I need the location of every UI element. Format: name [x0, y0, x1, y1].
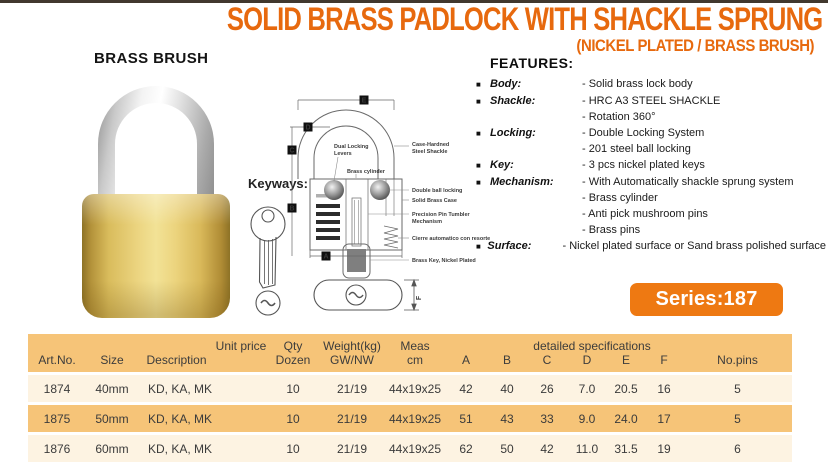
- dim-C: C: [289, 147, 295, 155]
- col-header-d: D: [582, 353, 592, 367]
- callout-brass-key: Brass Key, Nickel Plated: [412, 258, 476, 264]
- callout-shackle: Case-Hardned: [412, 142, 450, 148]
- dimension-labels: [288, 96, 369, 261]
- col-header-a: A: [461, 353, 470, 367]
- table-cell: 1874: [43, 381, 71, 396]
- table-cell: 10: [286, 411, 300, 426]
- dim-D: D: [305, 124, 311, 132]
- technical-diagram: [246, 86, 491, 322]
- feature-line: - 3 pcs nickel plated keys: [582, 159, 705, 171]
- group-header-detailed-specifications: detailed specifications: [533, 339, 651, 353]
- page-title: SOLID BRASS PADLOCK WITH SHACKLE SPRUNG: [226, 1, 822, 37]
- col-header-description: Description: [146, 353, 207, 367]
- svg-text:Steel Shackle: Steel Shackle: [412, 149, 448, 155]
- table-cell: 31.5: [614, 441, 638, 456]
- padlock-photo: [82, 76, 230, 318]
- feature-label: Body:: [490, 78, 522, 90]
- col-header-qty: Qty Dozen: [275, 339, 311, 367]
- col-header-c: C: [542, 353, 552, 367]
- table-cell: 5: [734, 411, 741, 426]
- table-cell: 43: [500, 411, 514, 426]
- table-cell: 40mm: [95, 381, 129, 396]
- feature-shackle: [476, 93, 826, 125]
- table-cell: 50mm: [95, 411, 129, 426]
- feature-label: Surface:: [487, 240, 532, 252]
- feature-values: [562, 238, 826, 254]
- dim-F: F: [416, 295, 423, 301]
- table-cell: 5: [734, 381, 741, 396]
- table-cell: 19: [657, 441, 671, 456]
- table-cell: 44x19x25: [388, 411, 442, 426]
- series-badge: Series:187: [630, 283, 783, 316]
- table-cell: 11.0: [575, 441, 599, 456]
- keyways-label: Keyways:: [248, 176, 308, 191]
- table-cell: 10: [286, 381, 300, 396]
- feature-line: - 201 steel ball locking: [582, 143, 691, 155]
- feature-values: [582, 125, 826, 157]
- features-heading: FEATURES:: [490, 55, 574, 71]
- table-cell: KD, KA, MK: [148, 381, 213, 396]
- feature-line: - Rotation 360°: [582, 111, 656, 123]
- table-cell: KD, KA, MK: [148, 441, 213, 456]
- pin-tumblers: [316, 194, 340, 240]
- feature-line: - Solid brass lock body: [582, 78, 693, 90]
- bullet-square-icon: ■: [476, 161, 481, 170]
- bullet-square-icon: ■: [476, 97, 481, 106]
- page-subtitle: (NICKEL PLATED / BRASS BRUSH): [576, 36, 814, 55]
- locking-ball-right: [370, 180, 390, 200]
- col-header-unit-price: Unit price: [215, 339, 267, 353]
- callout-spring: Cierre automatico con resorte: [412, 236, 491, 242]
- table-cell: 44x19x25: [388, 381, 442, 396]
- finish-label: BRASS BRUSH: [94, 50, 209, 67]
- feature-line: - With Automatically shackle sprung system: [582, 176, 794, 188]
- table-cell: 60mm: [95, 441, 129, 456]
- callout-brass-cylinder: Brass cylinder: [347, 169, 385, 175]
- table-cell: 1875: [43, 411, 71, 426]
- bullet-square-icon: ■: [476, 129, 481, 138]
- table-cell: 26: [540, 381, 554, 396]
- table-header: [28, 334, 792, 372]
- table-cell: 21/19: [336, 381, 368, 396]
- table-cell: 1876: [43, 441, 71, 456]
- table-cell: 42: [540, 441, 554, 456]
- table-cell: [215, 375, 267, 402]
- features-list: [476, 76, 826, 255]
- col-header-meas: Meas cm: [400, 339, 430, 367]
- locking-ball-left: [324, 180, 344, 200]
- callout-dual-locking: Dual Locking: [334, 144, 369, 150]
- svg-text:Levers: Levers: [334, 151, 352, 157]
- feature-values: [582, 93, 826, 125]
- table-cell: KD, KA, MK: [148, 411, 213, 426]
- table-cell: 10: [286, 441, 300, 456]
- feature-key: [476, 157, 826, 174]
- feature-values: [582, 157, 826, 173]
- lock-base-view: [314, 280, 402, 310]
- table-cell: 6: [734, 441, 741, 456]
- col-header-weight-kg-: Weight(kg) GW/NW: [323, 339, 381, 367]
- table-cell: 51: [459, 411, 473, 426]
- padlock-body: [82, 194, 230, 318]
- dim-B: B: [289, 205, 295, 213]
- table-cell: 21/19: [336, 441, 368, 456]
- table-cell: 20.5: [614, 381, 638, 396]
- callout-brass-case: Solid Brass Case: [412, 198, 457, 204]
- table-cell: [215, 405, 267, 432]
- table-cell: 44x19x25: [388, 441, 442, 456]
- table-cell: 50: [500, 441, 514, 456]
- spec-table: [28, 334, 792, 465]
- feature-line: - Nickel plated surface or Sand brass polished surface: [562, 240, 826, 252]
- table-cell: 21/19: [336, 411, 368, 426]
- feature-line: - Anti pick mushroom pins: [582, 208, 708, 220]
- col-header-size: Size: [100, 353, 124, 367]
- feature-label: Locking:: [490, 127, 536, 139]
- col-header-art-no-: Art.No.: [38, 353, 76, 367]
- table-cell: 33: [540, 411, 554, 426]
- col-header-f: F: [660, 353, 668, 367]
- table-cell: 62: [459, 441, 473, 456]
- table-cell: [215, 435, 267, 462]
- col-header-no-pins: No.pins: [717, 353, 758, 367]
- key-head-cover: [347, 249, 366, 272]
- col-header-e: E: [621, 353, 630, 367]
- feature-line: - Brass pins: [582, 224, 641, 236]
- table-row-1876: [28, 435, 792, 462]
- keyway-profile-icon: [256, 291, 280, 315]
- feature-label: Key:: [490, 159, 514, 171]
- features-section: [476, 55, 826, 255]
- keyway-key-drawing: [251, 207, 285, 288]
- feature-line: - Double Locking System: [582, 127, 705, 139]
- feature-values: [582, 76, 826, 92]
- table-cell: 42: [459, 381, 473, 396]
- feature-body: [476, 76, 826, 93]
- bullet-square-icon: ■: [476, 80, 481, 89]
- table-row-1874: [28, 375, 792, 402]
- table-cell: 9.0: [578, 411, 596, 426]
- table-body: [28, 375, 792, 462]
- table-cell: 16: [657, 381, 671, 396]
- callout-pin-tumbler: Precision Pin Tumbler: [412, 212, 470, 218]
- table-row-1875: [28, 405, 792, 432]
- feature-line: - HRC A3 STEEL SHACKLE: [582, 95, 721, 107]
- callout-ball-locking: Double ball locking: [412, 188, 463, 194]
- feature-surface: [476, 238, 826, 255]
- feature-values: [582, 174, 826, 238]
- feature-label: Shackle:: [490, 95, 536, 107]
- table-cell: 7.0: [578, 381, 596, 396]
- feature-label: Mechanism:: [490, 176, 554, 188]
- bullet-square-icon: ■: [476, 242, 481, 251]
- feature-mechanism: [476, 174, 826, 238]
- feature-locking: [476, 125, 826, 157]
- svg-text:Mechanism: Mechanism: [412, 219, 442, 225]
- dim-F-arrow: [404, 280, 419, 310]
- col-header-b: B: [502, 353, 511, 367]
- dim-E: E: [361, 97, 367, 105]
- dim-A: A: [323, 253, 329, 261]
- table-cell: 24.0: [614, 411, 638, 426]
- bullet-square-icon: ■: [476, 178, 481, 187]
- callout-lines: [334, 146, 409, 260]
- feature-line: - Brass cylinder: [582, 192, 658, 204]
- table-cell: 17: [657, 411, 671, 426]
- table-cell: 40: [500, 381, 514, 396]
